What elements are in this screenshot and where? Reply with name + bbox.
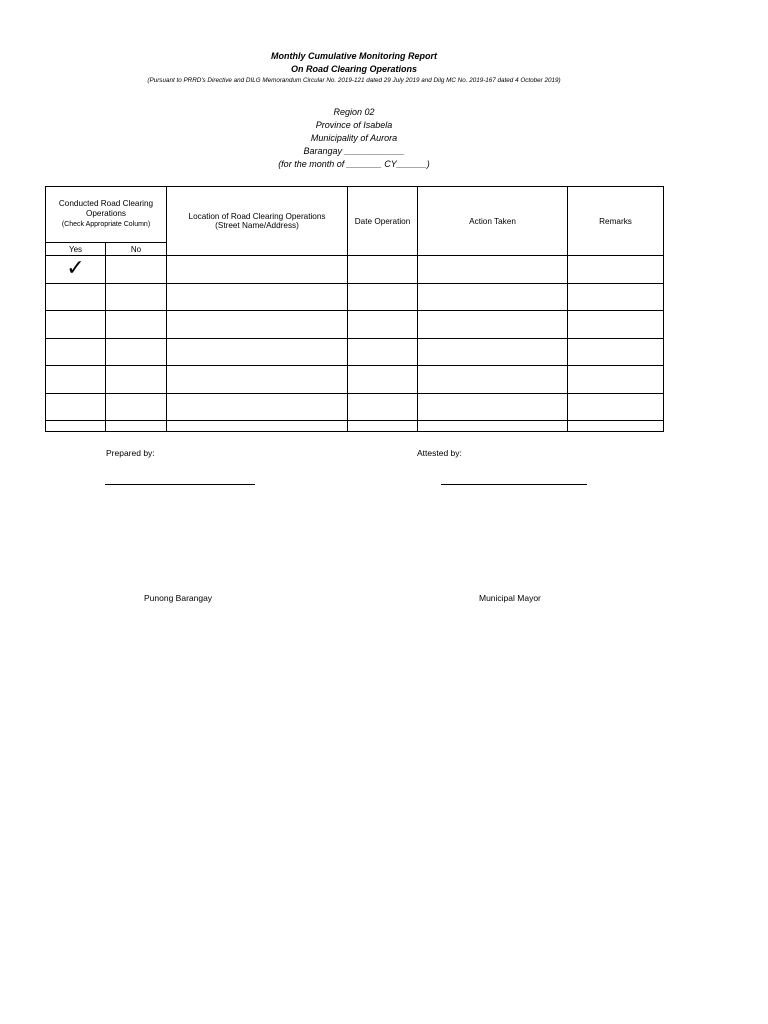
- month-field: (for the month of _______ CY______): [278, 159, 430, 169]
- table-row: [46, 283, 664, 311]
- table-row: [46, 421, 664, 432]
- attested-signature-line[interactable]: [441, 484, 587, 485]
- conducted-header-label: Conducted Road Clearing Operations: [58, 199, 154, 218]
- province-label: Province of Isabela: [315, 120, 393, 130]
- punong-barangay-label: Punong Barangay: [144, 593, 213, 603]
- conducted-header: [46, 187, 167, 243]
- report-subtitle: On Road Clearing Operations: [290, 64, 418, 74]
- no-cell[interactable]: [106, 338, 167, 366]
- remarks-cell[interactable]: [568, 338, 664, 366]
- no-cell[interactable]: [106, 366, 167, 394]
- location-cell[interactable]: [167, 366, 348, 394]
- yes-header: Yes: [46, 243, 106, 256]
- yes-cell[interactable]: [46, 421, 106, 432]
- table-row: [46, 366, 664, 394]
- report-header: [0, 50, 708, 86]
- no-cell[interactable]: [106, 421, 167, 432]
- remarks-cell[interactable]: [568, 366, 664, 394]
- date-header: Date Operation: [348, 187, 418, 256]
- action-cell[interactable]: [418, 366, 568, 394]
- location-cell[interactable]: [167, 256, 348, 284]
- no-cell[interactable]: [106, 393, 167, 421]
- remarks-cell[interactable]: [568, 283, 664, 311]
- location-cell[interactable]: [167, 311, 348, 339]
- report-title: Monthly Cumulative Monitoring Report: [271, 51, 437, 61]
- monitoring-table: [45, 186, 664, 432]
- location-header-sub: (Street Name/Address): [215, 221, 299, 230]
- prepared-by-label: Prepared by:: [106, 448, 155, 458]
- barangay-field: Barangay ____________: [303, 146, 405, 156]
- remarks-cell[interactable]: [568, 421, 664, 432]
- municipal-mayor-label: Municipal Mayor: [479, 593, 541, 603]
- location-cell[interactable]: [167, 338, 348, 366]
- yes-cell[interactable]: [46, 393, 106, 421]
- yes-cell[interactable]: [46, 338, 106, 366]
- yes-cell[interactable]: [46, 283, 106, 311]
- table-row: [46, 338, 664, 366]
- date-cell[interactable]: [348, 393, 418, 421]
- no-cell[interactable]: [106, 283, 167, 311]
- no-cell[interactable]: [106, 311, 167, 339]
- action-header: Action Taken: [418, 187, 568, 256]
- table-row: [46, 393, 664, 421]
- location-cell[interactable]: [167, 421, 348, 432]
- date-cell[interactable]: [348, 366, 418, 394]
- action-cell[interactable]: [418, 256, 568, 284]
- legal-basis: (Pursuant to PRRD's Directive and DILG Memorandum Circular No. 2019-121 dated 29 July 2019 and Dilg MC No. 2019-167 dated 4 October 2019): [147, 77, 561, 84]
- prepared-signature-line[interactable]: [105, 484, 255, 485]
- action-cell[interactable]: [418, 338, 568, 366]
- yes-cell[interactable]: [46, 311, 106, 339]
- location-header-label: Location of Road Clearing Operations: [188, 212, 326, 221]
- checkmark-icon: ✓: [66, 256, 85, 282]
- date-cell[interactable]: [348, 338, 418, 366]
- region-label: Region 02: [333, 107, 375, 117]
- remarks-header: Remarks: [568, 187, 664, 256]
- conducted-header-note: (Check Appropriate Column): [61, 221, 151, 228]
- date-cell[interactable]: [348, 283, 418, 311]
- yes-cell[interactable]: [46, 366, 106, 394]
- municipality-label: Municipality of Aurora: [310, 133, 398, 143]
- location-block: [0, 106, 708, 171]
- location-header: [167, 187, 348, 256]
- attested-by-label: Attested by:: [417, 448, 462, 458]
- remarks-cell[interactable]: [568, 393, 664, 421]
- action-cell[interactable]: [418, 283, 568, 311]
- remarks-cell[interactable]: [568, 256, 664, 284]
- table-row: [46, 311, 664, 339]
- location-cell[interactable]: [167, 393, 348, 421]
- action-cell[interactable]: [418, 421, 568, 432]
- yes-cell[interactable]: [46, 256, 106, 284]
- date-cell[interactable]: [348, 421, 418, 432]
- date-cell[interactable]: [348, 311, 418, 339]
- action-cell[interactable]: [418, 393, 568, 421]
- no-cell[interactable]: [106, 256, 167, 284]
- location-cell[interactable]: [167, 283, 348, 311]
- table-row: [46, 256, 664, 284]
- date-cell[interactable]: [348, 256, 418, 284]
- remarks-cell[interactable]: [568, 311, 664, 339]
- action-cell[interactable]: [418, 311, 568, 339]
- no-header: No: [106, 243, 167, 256]
